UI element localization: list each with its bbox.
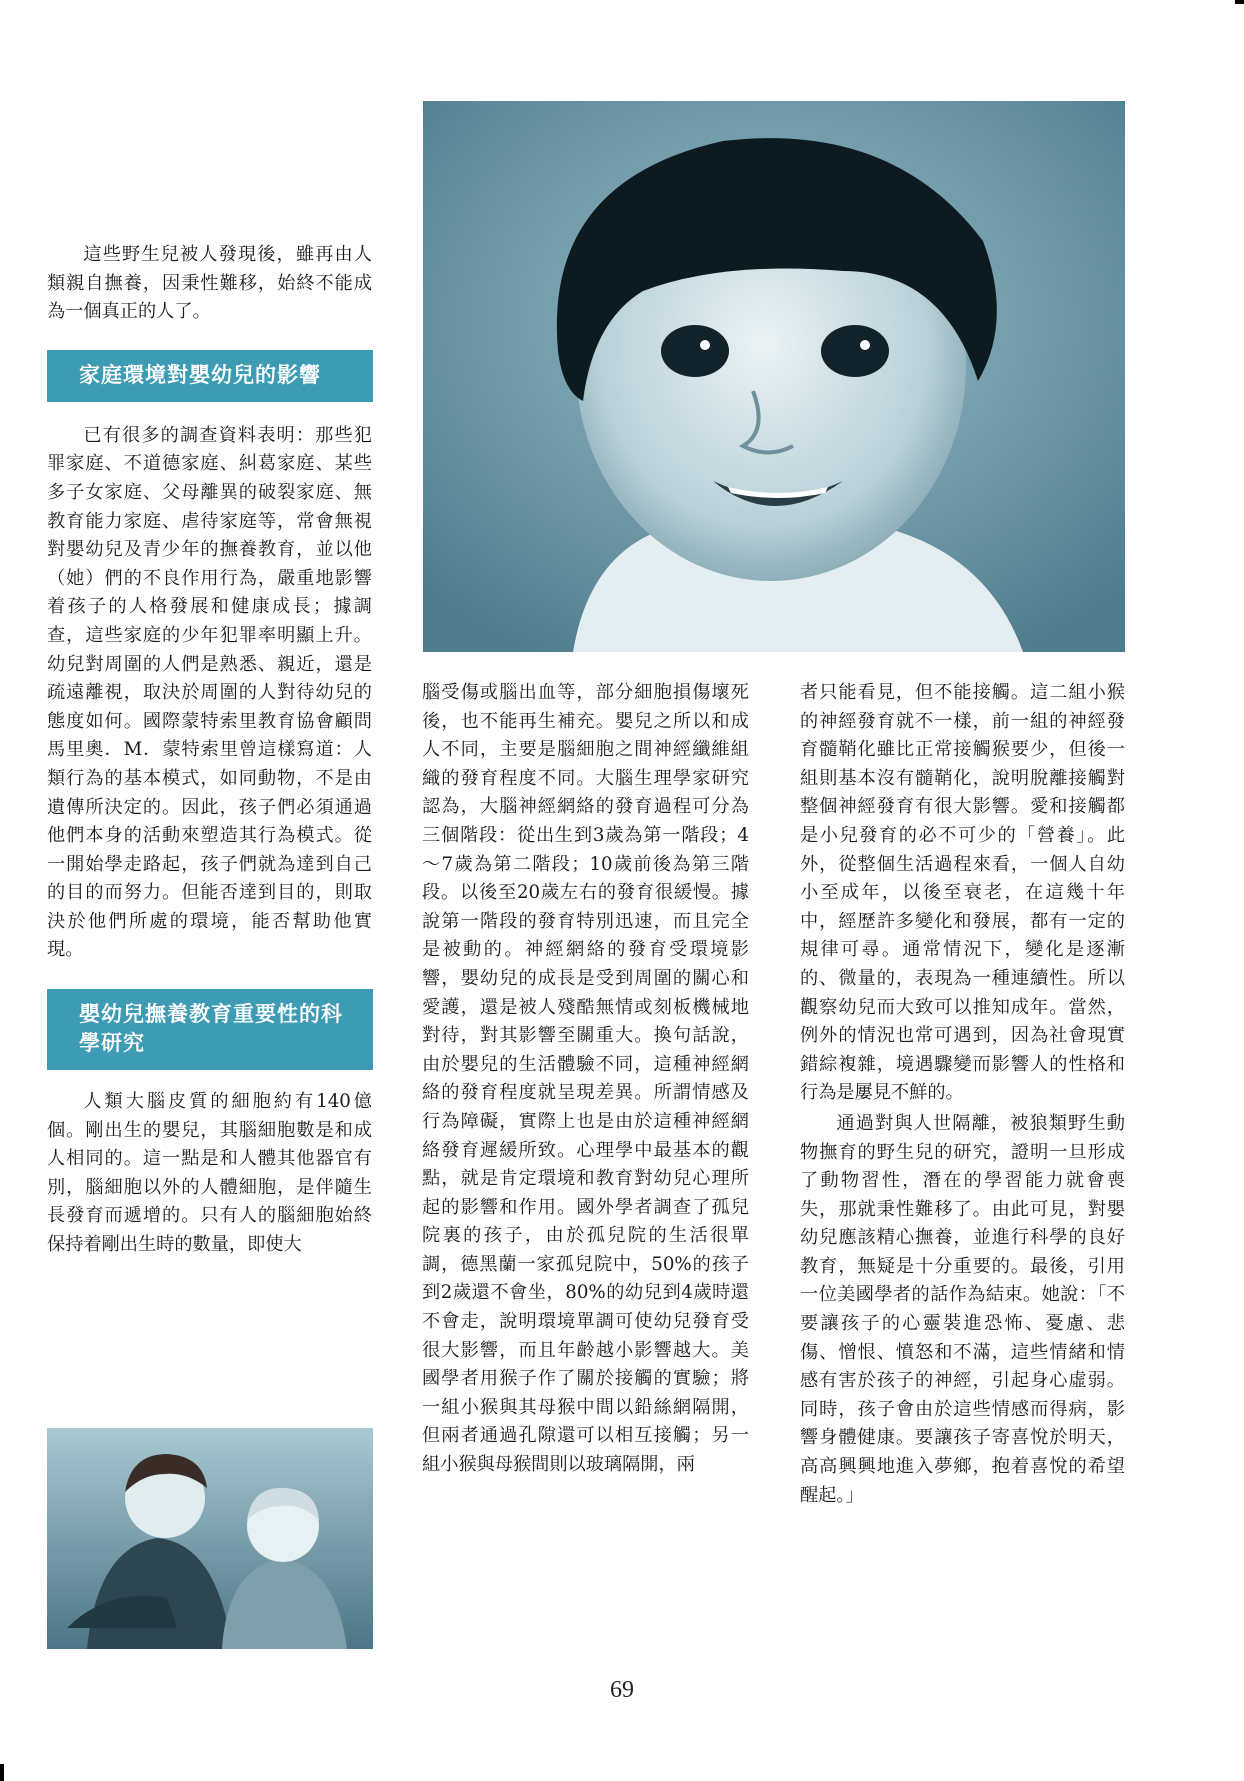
section-heading-scientific-research: 嬰幼兒撫養教育重要性的科學研究 (47, 989, 373, 1070)
column1-paragraph-1: 這些野生兒被人發現後，雖再由人類親自撫養，因秉性難移，始終不能成為一個真正的人了。 (47, 244, 372, 323)
corner-crop-mark-top (1235, 0, 1244, 4)
column3-paragraph-1: 者只能看見，但不能接觸。這二組小猴的神經發育就不一樣，前一組的神經發育髓鞘化雖比正常接觸猴要少，但後一組則基本沒有髓鞘化，說明脫離接觸對整個神經發育有很大影響。愛和接觸都是小兒發育的必不可少的「營養」。此外，從整個生活過程來看，一個人自幼小至成年，以後至衰老，在這幾十年中，經歷許多變化和發展，都有一定的規律可尋。通常情況下，變化是逐漸的、微量的，表現為一種連續性。所以觀察幼兒而大致可以推知成年。當然，例外的情況也常可遇到，因為社會現實錯綜複雜，境遇驟變而影響人的性格和行為是屢見不鮮的。 (800, 682, 1125, 1104)
child-portrait-photo (423, 101, 1125, 652)
column-3 (800, 679, 1125, 1510)
column1-paragraph-2: 已有很多的調查資料表明：那些犯罪家庭、不道德家庭、糾葛家庭、某些多子女家庭、父母離異的破裂家庭、無教育能力家庭、虐待家庭等，常會無視對嬰幼兒及青少年的撫養教育，並以他（她）們的不良作用行為，嚴重地影響着孩子的人格發展和健康成長；據調查，這些家庭的少年犯罪率明顯上升。幼兒對周圍的人們是熟悉、親近，還是疏遠離視，取決於周圍的人對待幼兒的態度如何。國際蒙特索里教育協會顧問馬里奧．M．蒙特索里曾這樣寫道：人類行為的基本模式，如同動物，不是由遺傳所決定的。因此，孩子們必須通過他們本身的活動來塑造其行為模式。從一開始學走路起，孩子們就為達到自己的目的而努力。但能否達到目的，則取決於他們所處的環境，能否幫助他實現。 (47, 424, 372, 961)
column3-paragraph-2: 通過對與人世隔離，被狼類野生動物撫育的野生兒的研究，證明一旦形成了動物習性，潛在的學習能力就會喪失，那就秉性難移了。由此可見，對嬰幼兒應該精心撫養，並進行科學的良好教育，無疑是十分重要的。最後，引用一位美國學者的話作為結束。她說：「不要讓孩子的心靈裝進恐怖、憂慮、悲傷、憎恨、憤怒和不滿，這些情緒和情感有害於孩子的神經，引起身心虛弱。同時，孩子會由於這些情感而得病，影響身體健康。要讓孩子寄喜悅於明天，高高興興地進入夢鄉，抱着喜悅的希望醒起。」 (800, 1112, 1125, 1506)
column-2 (422, 679, 749, 1480)
page-number: 69 (610, 1677, 634, 1703)
column1-paragraph-3: 人類大腦皮質的細胞約有140億個。剛出生的嬰兒，其腦細胞數是和成人相同的。這一點是和人體其他器官有別，腦細胞以外的人體細胞，是伴隨生長發育而遞增的。只有人的腦細胞始終保持着剛出生時的數量，即使大 (47, 1091, 372, 1256)
column-1 (47, 241, 372, 1260)
section-heading-family-environment: 家庭環境對嬰幼兒的影響 (47, 350, 373, 402)
column2-paragraph-1: 腦受傷或腦出血等，部分細胞損傷壞死後，也不能再生補充。嬰兒之所以和成人不同，主要是腦細胞之間神經纖維組織的發育程度不同。大腦生理學家研究認為，大腦神經網絡的發育過程可分為三個階段：從出生到3歲為第一階段；4～7歲為第二階段；10歲前後為第三階段。以後至20歲左右的發育很緩慢。據說第一階段的發育特別迅速，而且完全是被動的。神經網絡的發育受環境影響，嬰幼兒的成長是受到周圍的關心和愛護，還是被人殘酷無情或刻板機械地對待，對其影響至關重大。換句話說，由於嬰兒的生活體驗不同，這種神經網絡的發育程度就呈現差異。所謂情感及行為障礙，實際上也是由於這種神經網絡發育遲緩所致。心理學中最基本的觀點，就是肯定環境和教育對幼兒心理所起的影響和作用。國外學者調查了孤兒院裏的孩子，由於孤兒院的生活很單調，德黑蘭一家孤兒院中，50%的孩子到2歲還不會坐，80%的幼兒到4歲時還不會走，說明環境單調可使幼兒發育受很大影響，而且年齡越小影響越大。美國學者用猴子作了關於接觸的實驗；將一組小猴與其母猴中間以鉛絲網隔開，但兩者通過孔隙還可以相互接觸；另一組小猴與母猴間則以玻璃隔開，兩 (422, 682, 749, 1476)
two-children-photo (47, 1428, 373, 1649)
corner-crop-mark-bottom (0, 1764, 4, 1781)
